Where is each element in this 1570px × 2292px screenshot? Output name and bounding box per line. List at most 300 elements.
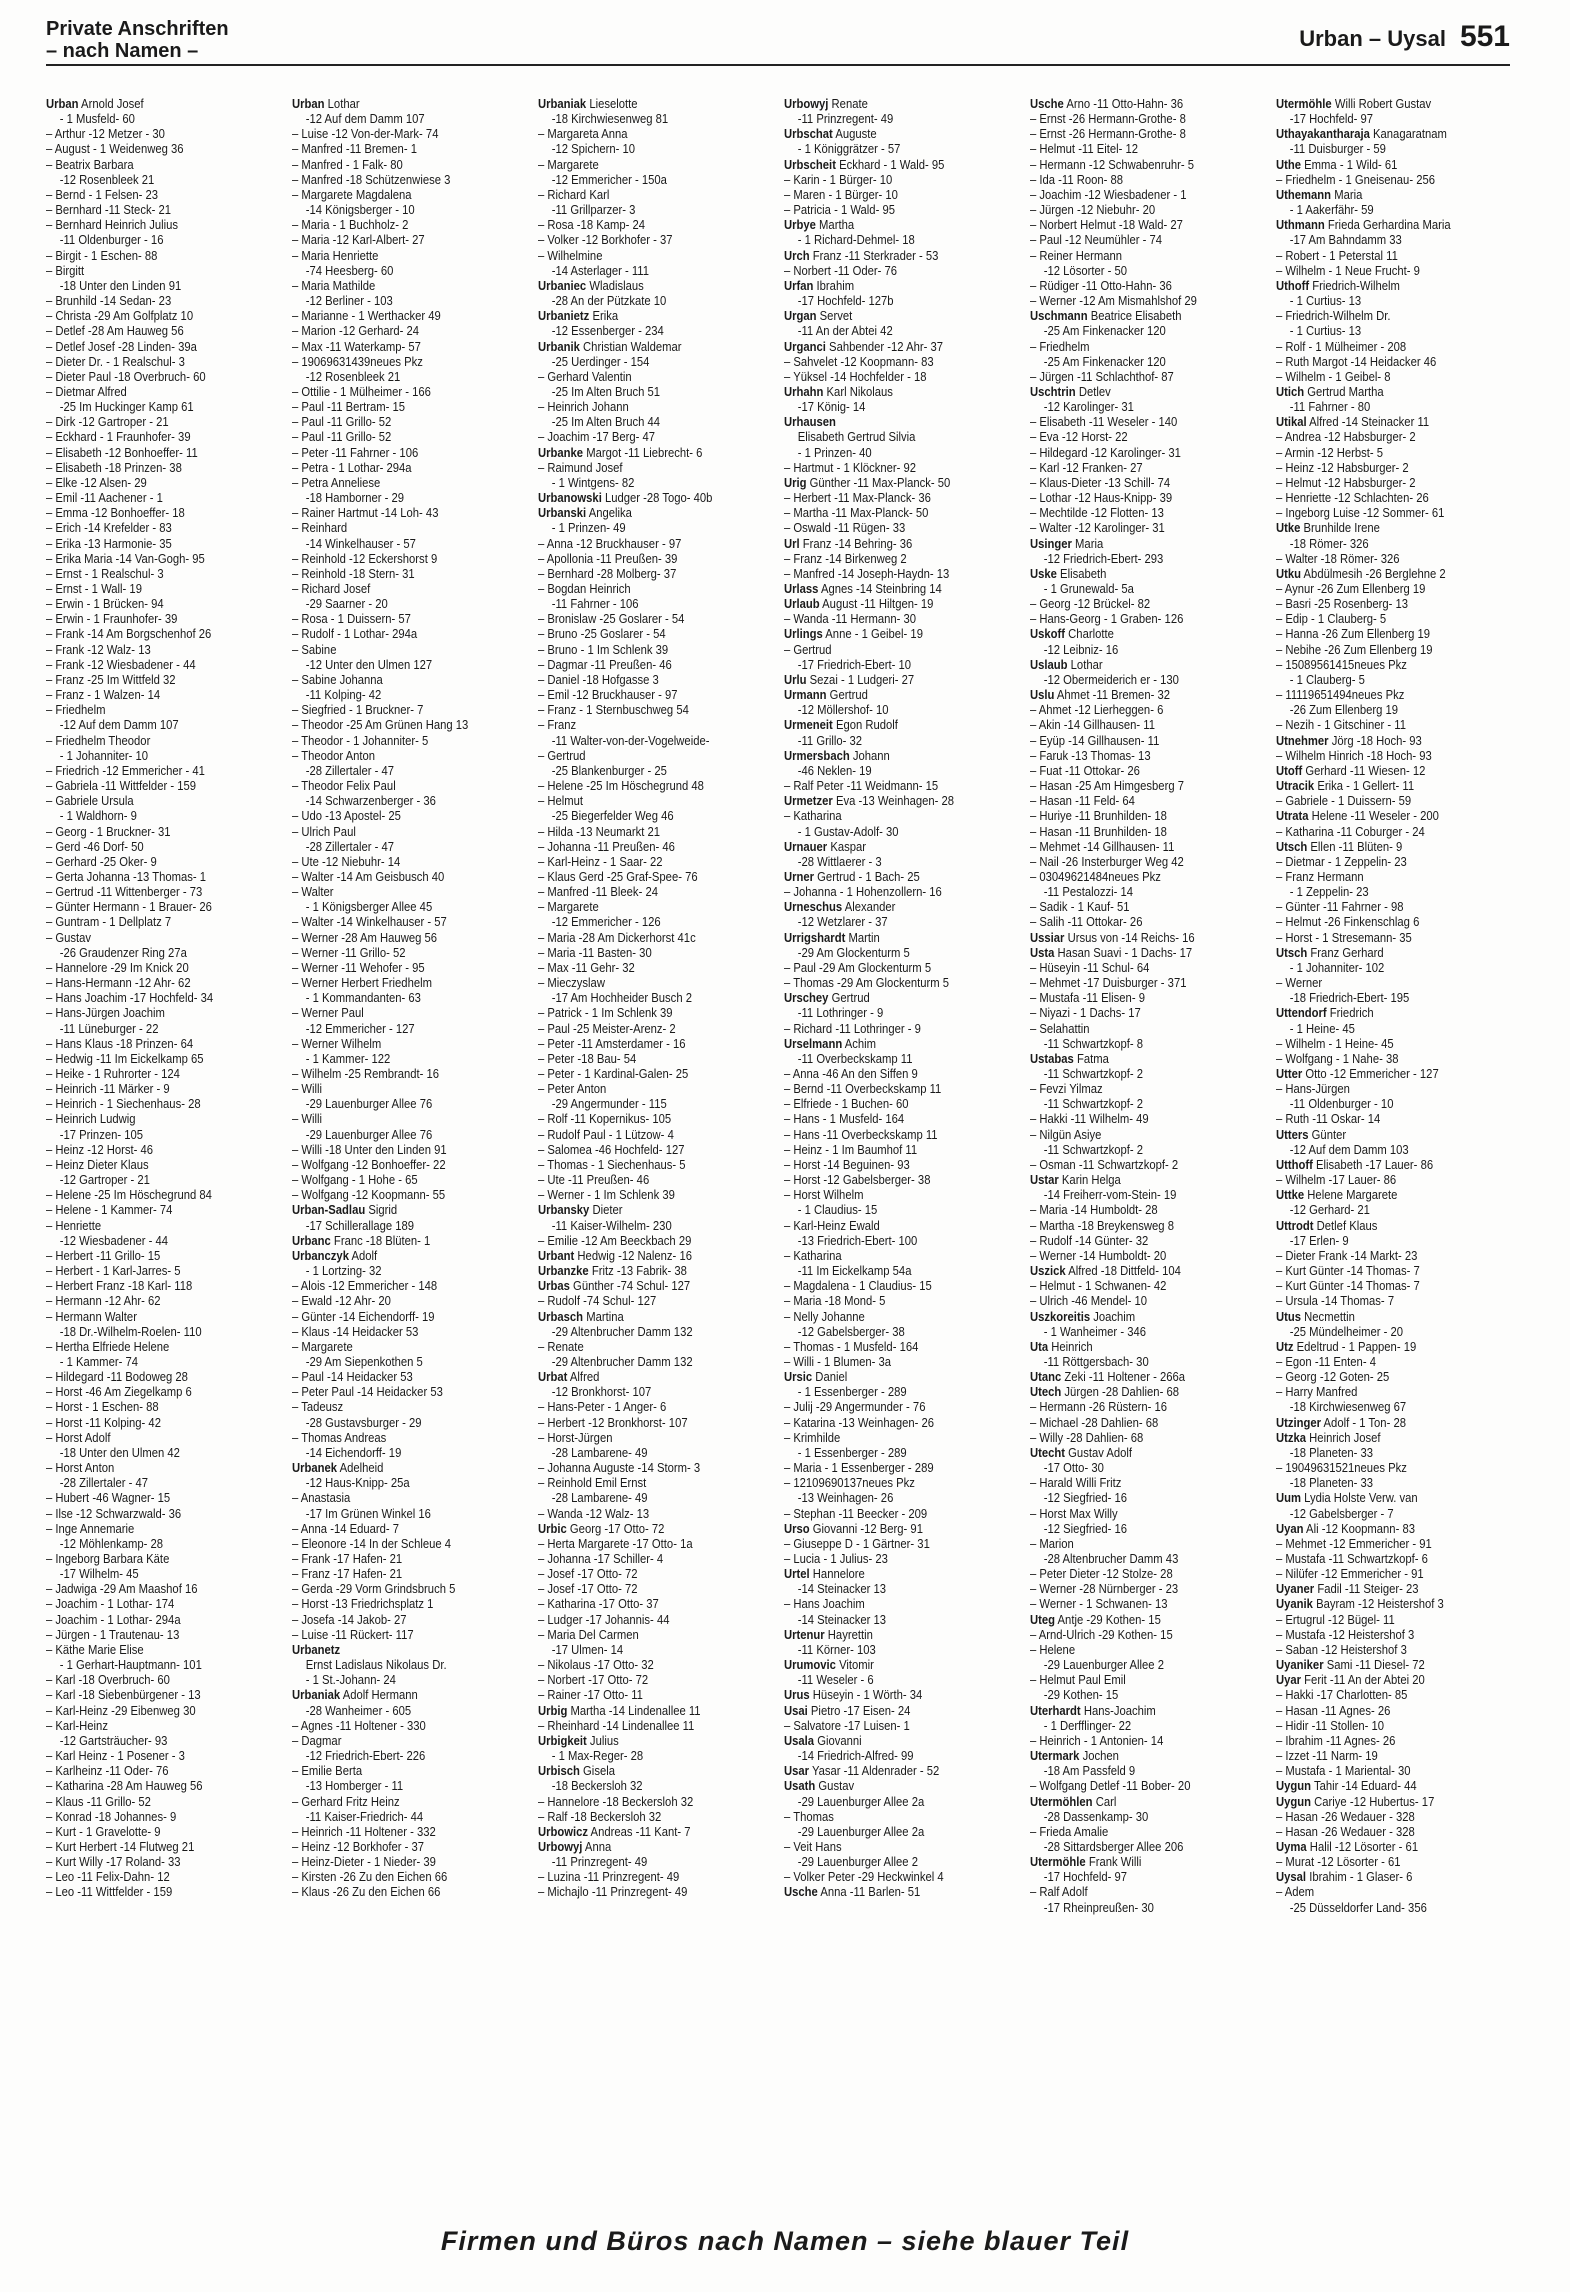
directory-entry: -12 Spichern- 10 [551,141,636,157]
directory-entry: Usath Gustav [784,1778,855,1794]
directory-entry: -25 Uerdinger - 154 [551,353,650,369]
directory-entry: – Wilhelm - 1 Neue Frucht- 9 [1276,262,1420,278]
directory-entry: – Klaus -26 Zu den Eichen 66 [292,1884,441,1900]
directory-entry: -12 Gabelsberger - 7 [1289,1505,1394,1521]
directory-entry: Urbscheit Eckhard - 1 Wald- 95 [784,156,945,172]
directory-entry: -12 Gerhard- 21 [1289,1202,1370,1218]
surname: Uthoff [1276,277,1310,293]
surname: Urbanke [538,444,584,460]
directory-entry: Urtel Hannelore [784,1566,865,1582]
directory-entry: -25 Mündelheimer - 20 [1289,1323,1404,1339]
directory-entry: – Izzet -11 Narm- 19 [1276,1748,1378,1764]
directory-entry: – Reinhold -18 Stern- 31 [292,565,415,581]
directory-entry: -12 Möllershof- 10 [797,702,889,718]
directory-entry: – Maria Mathilde [292,277,376,293]
directory-entry: – Detlef Josef -28 Linden- 39a [46,338,197,354]
surname: Uszick [1030,1263,1066,1279]
directory-entry: -18 Unter den Linden 91 [59,277,182,293]
directory-entry: Utz Edeltrud - 1 Pappen- 19 [1276,1338,1417,1354]
directory-entry: – Michajlo -11 Prinzregent- 49 [538,1884,688,1900]
directory-entry: – Herbert Franz -18 Karl- 118 [46,1278,193,1294]
directory-entry: – Frank -14 Am Borgschenhof 26 [46,626,212,642]
directory-entry: Urbowyj Renate [784,96,868,111]
directory-entry: -25 Im Alten Bruch 44 [551,414,661,430]
directory-entry: – Joachim - 1 Lothar- 294a [46,1611,181,1627]
directory-entry: – Sadik - 1 Kauf- 51 [1030,899,1130,915]
directory-entry: – Frank -12 Wiesbadener - 44 [46,656,196,672]
directory-entry: – Dietmar Alfred [46,383,127,399]
directory-entry: – Jürgen - 1 Trautenau- 13 [46,1626,180,1642]
directory-entry: – Johanna -17 Schiller- 4 [538,1551,664,1566]
header-left [46,18,229,62]
surname: Uthe [1276,156,1302,172]
directory-entry: – Hans-Georg - 1 Graben- 126 [1030,611,1184,627]
directory-entry: – Ralf Peter -11 Weidmann- 15 [784,778,939,794]
directory-entry: – Werner Herbert Friedhelm [292,975,432,991]
directory-entry: – Gabriele - 1 Duissern- 59 [1276,793,1412,809]
directory-entry: Urner Gertrud - 1 Bach- 25 [784,868,920,884]
directory-entry: Urbanowski Ludger -28 Togo- 40b [538,490,713,506]
directory-entry: – Katarina -13 Weinhagen- 26 [784,1414,935,1430]
directory-entry: – Hildegard -11 Bodoweg 28 [46,1369,188,1385]
surname: Urbasch [538,1308,584,1324]
directory-entry: Urgan Servet [784,308,853,324]
directory-entry: – Bernhard Heinrich Julius [46,217,179,233]
surname: Usar [784,1763,810,1779]
directory-entry: -17 Erlen- 9 [1289,1232,1349,1248]
directory-entry: -12 Essenberger - 234 [551,323,664,339]
directory-entry: -17 Prinzen- 105 [59,1126,144,1142]
directory-entry: – Stephan -11 Beecker - 209 [784,1505,928,1521]
surname: Urbigkeit [538,1732,587,1748]
directory-entry: – Wolfgang Detlef -11 Bober- 20 [1030,1778,1191,1794]
directory-entry: – Ernst -26 Hermann-Grothe- 8 [1030,111,1186,127]
directory-entry: – Walter [292,884,334,900]
directory-entry: – Werner -11 Grillo- 52 [292,944,406,960]
directory-entry: – Ahmet -12 Lierheggen- 6 [1030,702,1164,718]
directory-entry: – Ulrich -46 Mendel- 10 [1030,1293,1148,1309]
directory-entry: -11 Lothringer - 9 [797,1005,884,1021]
directory-entry: Utzka Heinrich Josef [1276,1429,1381,1445]
directory-entry: – Ingeborg Luise -12 Sommer- 61 [1276,505,1445,521]
directory-entry: – Karl-Heinz - 1 Saar- 22 [538,853,663,869]
surname: Usinger [1030,535,1072,551]
directory-entry: – Werner -12 Am Mismahlshof 29 [1030,293,1197,309]
directory-entry: – Kurt - 1 Gravelotte- 9 [46,1823,161,1839]
directory-entry: Utus Necmettin [1276,1308,1355,1324]
directory-entry: – Günter Hermann - 1 Brauer- 26 [46,899,212,915]
directory-entry: Urfan Ibrahim [784,277,855,293]
directory-entry: -18 Römer- 326 [1289,535,1369,551]
directory-entry: – Erwin - 1 Brücken- 94 [46,596,164,612]
surname: Urbaniec [538,277,587,293]
directory-entry: Urbowyj Anna [538,1838,612,1854]
footer-note: Firmen und Büros nach Namen – siehe blauer Teil [440,2226,1130,2256]
directory-entry: – Maria - 1 Essenberger - 289 [784,1460,934,1476]
directory-entry: – Günter -11 Fahrner - 98 [1276,899,1404,915]
directory-entry: Urbas Günther -74 Schul- 127 [538,1278,691,1294]
directory-entry: – Peter Paul -14 Heidacker 53 [292,1384,443,1400]
directory-entry: Utrata Helene -11 Weseler - 200 [1276,808,1439,824]
directory-entry: Uslaub Lothar [1030,656,1103,672]
directory-entry: – Jürgen -11 Schlachthof- 87 [1030,368,1174,384]
directory-entry: – Giuseppe D - 1 Gärtner- 31 [784,1535,930,1551]
directory-entry: – Helene [1030,1641,1076,1657]
directory-entry: – Rudolf -74 Schul- 127 [538,1293,657,1309]
directory-entry: Usinger Maria [1030,535,1104,551]
directory-entry: – Hildegard -12 Karolinger- 31 [1030,444,1181,460]
directory-entry: Uyaner Fadil -11 Steiger- 23 [1276,1581,1419,1597]
surname: Utermöhlen [1030,1793,1093,1809]
directory-entry: – Erwin - 1 Fraunhofer- 39 [46,611,178,627]
surname: Urbig [538,1702,568,1718]
directory-entry: Urbanc Franc -18 Blüten- 1 [292,1232,431,1248]
directory-entry: – Josef -17 Otto- 72 [538,1581,638,1597]
directory-entry: – Rolf -11 Kopernikus- 105 [538,1111,672,1127]
directory-entry: – Alois -12 Emmericher - 148 [292,1278,438,1294]
surname: Utku [1276,565,1302,581]
directory-entry: – Sabine [292,641,337,657]
directory-entry: – Ulrich Paul [292,823,356,839]
directory-entry: – Rainer -17 Otto- 11 [538,1687,643,1703]
directory-entry: Urlass Agnes -14 Steinbring 14 [784,581,942,596]
directory-entry: -29 Lauenburger Allee 76 [305,1126,433,1142]
directory-entry: – Erika -13 Harmonie- 35 [46,535,172,551]
directory-entry: -11 Kaiser-Wilhelm- 230 [551,1217,672,1233]
directory-entry [292,1642,495,1657]
directory-entry: -11 Oldenburger - 16 [59,232,164,248]
directory-entry: – Salvatore -17 Luisen- 1 [784,1717,910,1733]
directory-entry: – Klaus -11 Grillo- 52 [46,1793,151,1809]
directory-entry: -29 Saarner - 20 [305,596,388,612]
surname: Urus [784,1687,810,1703]
directory-entry: -26 Graudenzer Ring 27a [59,944,187,960]
directory-entry: -14 Schwarzenberger - 36 [305,793,436,809]
directory-entry: -12 Friedrich-Ebert- 293 [1043,550,1164,566]
directory-entry: Uteg Antje -29 Kothen- 15 [1030,1611,1161,1627]
directory-entry: – Mehmet -14 Gillhausen- 11 [1030,838,1175,854]
directory-entry: – Hartmut - 1 Klöckner- 92 [784,459,917,475]
directory-entry: – Birgitt [46,262,85,278]
surname: Uttendorf [1276,1005,1327,1021]
directory-entry: -28 Wanheimer - 605 [305,1702,412,1718]
directory-entry: – Rheinhard -14 Lindenallee 11 [538,1717,695,1733]
directory-entry: – Hans-Jürgen [1276,1081,1350,1097]
directory-entry: -11 Prinzregent- 49 [797,111,894,127]
directory-entry: – Kurt Herbert -14 Flutweg 21 [46,1838,195,1854]
directory-entry: – Brunhild -14 Sedan- 23 [46,293,172,309]
surname: Urbye [784,217,816,233]
directory-entry: – Fevzi Yilmaz [1030,1081,1103,1097]
surname: Urfan [784,277,814,293]
directory-entry: – Maria -28 Am Dickerhorst 41c [538,929,696,945]
directory-entry: – Heinz - 1 Im Baumhof 11 [784,1141,918,1157]
directory-entry: – Inge Annemarie [46,1520,135,1536]
directory-entry: -12 Unter den Ulmen 127 [305,656,433,672]
directory-entry: Urmeneit Egon Rudolf [784,717,898,733]
directory-entry: – Nelly Johanne [784,1308,865,1324]
directory-entry: – Max -11 Waterkamp- 57 [292,338,421,354]
directory-entry: – Hanna -26 Zum Ellenberg 19 [1276,626,1430,642]
surname: Uschtrin [1030,383,1076,399]
directory-entry: – Margarete [538,899,599,915]
directory-entry: – Aynur -26 Zum Ellenberg 19 [1276,581,1426,596]
directory-entry: - 1 Lortzing- 32 [305,1263,382,1279]
directory-entry: – Petra - 1 Lothar- 294a [292,459,412,475]
directory-entry: – Hans Klaus -18 Prinzen- 64 [46,1035,194,1051]
directory-entry: – Agnes -11 Holtener - 330 [292,1717,426,1733]
surname: Utke [1276,520,1301,536]
surname: Urbat [538,1369,568,1385]
directory-entry: – Wolfgang -12 Bonhoeffer- 22 [292,1156,446,1172]
header-title-line1: Private Anschriften [46,18,229,40]
directory-entry: -18 Beckersloh 32 [551,1778,643,1794]
surname: Usta [1030,944,1055,960]
directory-entry: Uyar Ferit -11 An der Abtei 20 [1276,1672,1425,1688]
directory-entry: -13 Weinhagen- 26 [797,1490,894,1506]
directory-entry: – Karl-Heinz [46,1717,108,1733]
directory-entry: – Gabriela -11 Wittfelder - 159 [46,778,197,794]
directory-entry: – Eckhard - 1 Fraunhofer- 39 [46,429,191,445]
surname: Urbanek [292,1460,338,1476]
directory-entry: Utermöhle Frank Willi [1030,1854,1142,1870]
directory-entry: Uthmann Frieda Gerhardina Maria [1276,217,1451,233]
directory-entry: – Hans-Hermann -12 Ahr- 62 [46,975,191,991]
directory-entry: -14 Freiherr-vom-Stein- 19 [1043,1187,1177,1203]
directory-entry: -26 Zum Ellenberg 19 [1289,702,1399,718]
directory-entry: Urbanczyk Adolf [292,1247,378,1263]
directory-entry: – Thomas - 1 Musfeld- 164 [784,1338,919,1354]
directory-entry: -12 Auf dem Damm 107 [305,111,425,127]
directory-entry: Urmetzer Eva -13 Weinhagen- 28 [784,793,955,809]
directory-entry: – Julij -29 Angermunder - 76 [784,1399,926,1415]
directory-entry: – Horst -46 Am Ziegelkamp 6 [46,1384,192,1400]
directory-entry: – Birgit - 1 Eschen- 88 [46,247,158,263]
directory-entry: – Heinz -12 Horst- 46 [46,1141,154,1157]
surname: Urbanski [538,505,587,521]
directory-entry: Uyaniker Sami -11 Diesel- 72 [1276,1657,1425,1673]
directory-entry: – 03049621484neues Pkz [1030,868,1161,884]
surname: Urbowicz [538,1823,589,1839]
directory-entry: - 1 Kommandanten- 63 [305,990,421,1006]
directory-entry: – Hubert -46 Wagner- 15 [46,1490,171,1506]
surname: Uta [1030,1338,1049,1354]
directory-entry: -14 Asterlager - 111 [551,262,649,278]
directory-entry: Usta Hasan Suavi - 1 Dachs- 17 [1030,944,1193,960]
directory-entry: – Paul -12 Neumühler - 74 [1030,232,1163,248]
directory-entry: – Leo -11 Felix-Dahn- 12 [46,1869,170,1885]
directory-entry: – Hertha Elfriede Helene [46,1338,170,1354]
directory-entry: – Petra Anneliese [292,474,381,490]
directory-entry: – Armin -12 Herbst- 5 [1276,444,1384,460]
directory-entry: – Michael -28 Dahlien- 68 [1030,1414,1159,1430]
directory-entry: - 1 Curtius- 13 [1289,323,1362,339]
directory-entry: Urmann Gertrud [784,687,868,703]
surname: Urbaniak [538,96,587,111]
directory-entry: – Paul -11 Grillo- 52 [292,414,392,430]
directory-entry: Urbic Georg -17 Otto- 72 [538,1520,665,1536]
directory-entry: – Maria Henriette [292,247,379,263]
directory-entry: -11 Schwartzkopf- 8 [1043,1035,1144,1051]
directory-entry: -12 Emmericher - 150a [551,171,667,187]
directory-entry: – Margarete Magdalena [292,186,412,202]
directory-entry: Urbanzke Fritz -13 Fabrik- 38 [538,1263,687,1279]
directory-entry: – Hans - 1 Musfeld- 164 [784,1111,905,1127]
directory-entry: – Paul -11 Grillo- 52 [292,429,392,445]
directory-entry: – Ottilie - 1 Mülheimer - 166 [292,383,431,399]
directory-entry: – Friedhelm - 1 Gneisenau- 256 [1276,171,1435,187]
surname: Uyar [1276,1672,1302,1688]
directory-entry: – Hans Joachim -17 Hochfeld- 34 [46,990,214,1006]
directory-entry: – Manfred -18 Schützenwiese 3 [292,171,451,187]
surname: Uterhardt [1030,1702,1081,1718]
directory-entry: – Hilda -13 Neumarkt 21 [538,823,661,839]
surname: Uthmann [1276,217,1325,233]
surname: Urmeneit [784,717,833,733]
directory-entry: Utanc Zeki -11 Holtener - 266a [1030,1369,1186,1385]
surname: Url [784,535,800,551]
directory-entry: – Luise -12 Von-der-Mark- 74 [292,126,439,142]
directory-entry: Uyanik Bayram -12 Heistershof 3 [1276,1596,1444,1612]
surname: Urbic [538,1520,567,1536]
directory-entry: Uygun Tahir -14 Eduard- 44 [1276,1778,1417,1794]
directory-entry: – Klaus-Dieter -13 Schill- 74 [1030,474,1171,490]
directory-entry: – Maria -14 Humboldt- 28 [1030,1202,1158,1218]
surname: Uygun [1276,1778,1312,1794]
surname: Urbowyj [538,1838,583,1854]
directory-entry: Urlaub August -11 Hiltgen- 19 [784,596,934,612]
directory-entry: – Leo -11 Wittfelder - 159 [46,1884,173,1900]
directory-entry: – Hermann -12 Schwabenruhr- 5 [1030,156,1194,172]
directory-entry: – Horst Anton [46,1460,115,1476]
directory-entry: – Luise -11 Rückert- 117 [292,1626,414,1642]
directory-entry: -29 Am Siepenkothen 5 [305,1353,423,1369]
surname: Urbansky [538,1202,590,1218]
directory-entry: Urschey Gertrud [784,990,870,1006]
directory-entry: – Hakki -11 Wilhelm- 49 [1030,1111,1149,1127]
directory-entry: – Dieter Paul -18 Overbruch- 60 [46,368,206,384]
directory-entry: Uthoff Friedrich-Wilhelm [1276,277,1400,293]
directory-entry: – Erich -14 Krefelder - 83 [46,520,172,536]
directory-entry: – August - 1 Weidenweg 36 [46,141,184,157]
directory-entry: -29 Lauenburger Allee 2a [797,1793,925,1809]
directory-entry: – Günter -14 Eichendorff- 19 [292,1308,435,1324]
directory-entry: -12 Gartroper - 21 [59,1172,150,1188]
directory-entry: – Margarete [538,156,599,172]
directory-entry: – Salih -11 Ottokar- 26 [1030,914,1143,930]
directory-entry: -13 Friedrich-Ebert- 100 [797,1232,918,1248]
directory-entry: – Hasan -25 Am Himgesberg 7 [1030,778,1184,794]
directory-entry: – Hannelore -29 Im Knick 20 [46,959,189,975]
surname: Urumovic [784,1657,836,1673]
directory-entry: – Rüdiger -11 Otto-Hahn- 36 [1030,277,1172,293]
directory-entry: – Manfred -11 Bleek- 24 [538,884,658,900]
directory-entry: -12 Rosenbleek 21 [59,171,155,187]
surname: Urneschus [784,899,843,915]
directory-entry: – Johanna - 1 Hohenzollern- 16 [784,884,942,900]
surname: Urschey [784,990,829,1006]
directory-entry: Urbanik Christian Waldemar [538,338,682,354]
directory-entry: -12 Bronkhorst- 107 [551,1384,652,1400]
surname: Uyanik [1276,1596,1313,1612]
directory-entry: Uyan Ali -12 Koopmann- 83 [1276,1520,1415,1536]
directory-entry: - 1 Aakerfähr- 59 [1289,202,1374,218]
column-6 [1276,96,1479,2216]
surname: Urmann [784,687,827,703]
directory-entry: – Nezih - 1 Gitschiner - 11 [1276,717,1406,733]
directory-entry: – Georg -12 Goten- 25 [1276,1369,1390,1385]
directory-entry: – Emma -12 Bonhoeffer- 18 [46,505,185,521]
directory-entry: Utke Brunhilde Irene [1276,520,1380,536]
directory-entry: – 15089561415neues Pkz [1276,656,1407,672]
directory-entry: Utecht Gustav Adolf [1030,1444,1133,1460]
directory-entry: – Kurt Günter -14 Thomas- 7 [1276,1278,1420,1294]
directory-entry: – Ernst - 1 Wall- 19 [46,581,142,596]
directory-entry: – Hidir -11 Stollen- 10 [1276,1717,1385,1733]
directory-entry: - 1 Königgrätzer - 57 [797,141,901,157]
directory-entry: – Rudolf Paul - 1 Lützow- 4 [538,1126,674,1142]
surname: Usath [784,1778,816,1794]
directory-entry: – Horst Wilhelm [784,1187,864,1203]
directory-entry: – Paul -11 Bertram- 15 [292,399,406,415]
directory-entry: – Rosa - 1 Duissern- 57 [292,611,411,627]
directory-entry: Uthe Emma - 1 Wild- 61 [1276,156,1398,172]
directory-entry: Uttke Helene Margarete [1276,1187,1398,1203]
directory-entry: -11 Körner- 103 [797,1641,876,1657]
directory-entry: – Dagmar [292,1732,342,1748]
directory-entry: - 1 Prinzen- 40 [797,444,872,460]
directory-entry: - 1 Essenberger - 289 [797,1444,907,1460]
directory-entry: Urbaniec Wladislaus [538,277,644,293]
directory-entry: -11 Röttgersbach- 30 [1043,1353,1149,1369]
directory-entry: – Ernst -26 Hermann-Grothe- 8 [1030,126,1186,142]
directory-entry: – Ute -11 Preußen- 46 [538,1172,650,1188]
directory-entry: – Lucia - 1 Julius- 23 [784,1551,888,1566]
directory-entry: Urganci Sahbender -12 Ahr- 37 [784,338,943,354]
directory-entry: -11 Grillo- 32 [797,732,863,748]
directory-entry: – Werner -28 Am Hauweg 56 [292,929,438,945]
directory-entry: – Yüksel -14 Hochfelder - 18 [784,368,927,384]
directory-entry: – Margareta Anna [538,126,628,142]
directory-entry: – Johanna -11 Preußen- 46 [538,838,675,854]
directory-entry: Urbat Alfred [538,1369,600,1385]
directory-entry: Utech Jürgen -28 Dahlien- 68 [1030,1384,1179,1400]
directory-entry: -11 Fahrner - 106 [551,596,639,612]
directory-entry: – Horst Adolf [46,1429,111,1445]
directory-entry: – Richard Karl [538,186,610,202]
directory-entry: – Katharina -17 Otto- 37 [538,1596,659,1612]
surname: Uttke [1276,1187,1305,1203]
directory-entry: – Fuat -11 Ottokar- 26 [1030,762,1140,778]
directory-entry: -17 Im Grünen Winkel 16 [305,1505,431,1521]
directory-entry: -11 Kaiser-Friedrich- 44 [305,1808,424,1824]
directory-entry: – Dieter Dr. - 1 Realschul- 3 [46,353,185,369]
directory-entry: – Jadwiga -29 Am Maashof 16 [46,1581,198,1597]
directory-entry: – Manfred -11 Bremen- 1 [292,141,417,157]
directory-entry: – Anastasia [292,1490,351,1506]
directory-entry: – Katharina [784,1247,842,1263]
directory-entry: – Kurt Willy -17 Roland- 33 [46,1854,181,1870]
directory-entry: Uum Lydia Holste Verw. van [1276,1490,1418,1506]
directory-entry: – Emilie -12 Am Beeckbach 29 [538,1232,692,1248]
surname: Urlaub [784,596,820,612]
directory-entry: – Patrick - 1 Im Schlenk 39 [538,1005,673,1021]
directory-entry: – Thomas -29 Am Glockenturm 5 [784,975,950,991]
directory-entry: – Hasan -26 Wedauer - 328 [1276,1823,1415,1839]
directory-entry: – Werner - 1 Im Schlenk 39 [538,1187,675,1203]
directory-entry: – Eva -12 Horst- 22 [1030,429,1128,445]
directory-entry: - 1 Derfflinger- 22 [1043,1717,1132,1733]
